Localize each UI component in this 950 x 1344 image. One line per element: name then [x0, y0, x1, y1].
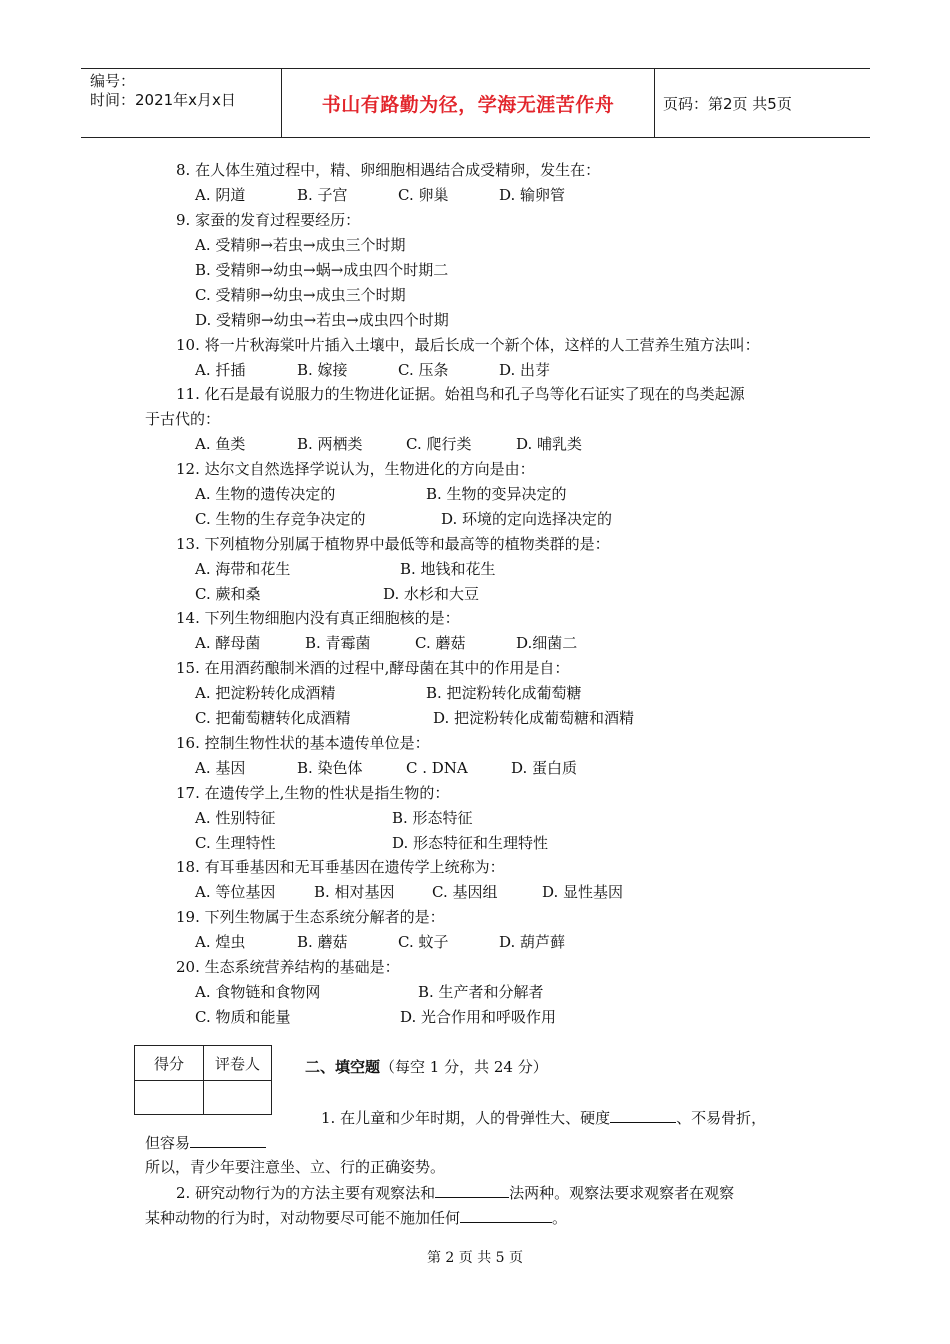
- header-page-label: 页码：第2页 共5页: [663, 94, 792, 113]
- option: A. 把淀粉转化成酒精: [195, 684, 336, 702]
- option: D. 环境的定向选择决定的: [441, 510, 613, 528]
- question-stem: 17. 在遗传学上,生物的性状是指生物的：: [176, 784, 450, 802]
- option: A. 煌虫: [195, 933, 246, 951]
- section-title: [305, 1056, 548, 1077]
- question-stem: 19. 下列生物属于生态系统分解者的是：: [176, 908, 445, 926]
- option: C. 蘑菇: [415, 634, 466, 652]
- option: A. 基因: [195, 759, 246, 777]
- fill-text: 1. 在儿童和少年时期，人的骨弹性大、硬度: [321, 1109, 611, 1127]
- score-table-blank-row: [135, 1080, 271, 1115]
- option: C. 生物的生存竞争决定的: [195, 510, 366, 528]
- section-title-note: （每空 1 分，共 24 分）: [380, 1058, 548, 1076]
- option: C. 爬行类: [406, 435, 472, 453]
- option: A. 扦插: [195, 361, 246, 379]
- fill-text: 。: [552, 1209, 568, 1227]
- fill-question-2: [176, 1182, 734, 1203]
- question-stem: 10. 将一片秋海棠叶片插入土壤中，最后长成一个新个体，这样的人工营养生殖方法叫：: [176, 336, 760, 354]
- option: D. 显性基因: [542, 883, 624, 901]
- option: D. 形态特征和生理特性: [392, 834, 549, 852]
- option: B. 两栖类: [297, 435, 363, 453]
- grader-label: 评卷人: [203, 1046, 271, 1080]
- score-table-header: [135, 1046, 271, 1080]
- option: A. 受精卵→若虫→成虫三个时期: [195, 236, 406, 254]
- option: B. 嫁接: [297, 361, 348, 379]
- option: A. 酵母菌: [195, 634, 261, 652]
- option: A. 等位基因: [195, 883, 276, 901]
- answer-blank: [435, 1182, 509, 1198]
- score-label: 得分: [153, 1054, 184, 1073]
- fill-question-1: [321, 1107, 766, 1128]
- option: D. 输卵管: [499, 186, 566, 204]
- question-stem-continued: 于古代的：: [145, 410, 221, 428]
- option: B. 地钱和花生: [400, 560, 496, 578]
- header-motto: 书山有路勤为径，学海无涯苦作舟: [282, 69, 655, 137]
- page-footer: 第 2 页 共 5 页: [426, 1250, 524, 1266]
- option: B. 形态特征: [392, 809, 473, 827]
- option: C. 蚊子: [398, 933, 449, 951]
- option: B. 把淀粉转化成葡萄糖: [426, 684, 582, 702]
- question-stem: 12. 达尔文自然选择学说认为，生物进化的方向是由：: [176, 460, 535, 478]
- option: C. 受精卵→幼虫→成虫三个时期: [195, 286, 406, 304]
- option: B. 染色体: [297, 759, 363, 777]
- question-stem: 18. 有耳垂基因和无耳垂基因在遗传学上统称为：: [176, 858, 505, 876]
- option: B. 生产者和分解者: [418, 983, 544, 1001]
- answer-blank: [460, 1207, 552, 1223]
- option: D. 水杉和大豆: [383, 585, 480, 603]
- option: C. 物质和能量: [195, 1008, 291, 1026]
- time-label: 时间：2021年x月x日: [90, 91, 236, 109]
- score-cell: [135, 1081, 203, 1115]
- option: D. 葫芦藓: [499, 933, 566, 951]
- option: D. 哺乳类: [516, 435, 583, 453]
- fill-question-1-end: 所以，青少年要注意坐、立、行的正确姿势。: [145, 1158, 446, 1176]
- option: B. 相对基因: [314, 883, 395, 901]
- fill-text: 某种动物的行为时，对动物要尽可能不施加任何: [145, 1209, 461, 1227]
- option: C. 把葡萄糖转化成酒精: [195, 709, 351, 727]
- option: A. 海带和花生: [195, 560, 291, 578]
- grader-cell: [203, 1081, 271, 1115]
- option: D. 受精卵→幼虫→若虫→成虫四个时期: [195, 311, 449, 329]
- option: D.细菌二: [516, 634, 578, 652]
- fill-text: 法两种。观察法要求观察者在观察: [509, 1184, 735, 1202]
- score-table: [134, 1045, 272, 1115]
- option: C. 压条: [398, 361, 449, 379]
- option: C. 卵巢: [398, 186, 449, 204]
- option: D. 把淀粉转化成葡萄糖和酒精: [433, 709, 635, 727]
- option: A. 鱼类: [195, 435, 246, 453]
- question-stem: 13. 下列植物分别属于植物界中最低等和最高等的植物类群的是：: [176, 535, 610, 553]
- question-stem: 15. 在用酒药酿制米酒的过程中,酵母菌在其中的作用是自：: [176, 659, 570, 677]
- header-meta: [81, 69, 282, 137]
- fill-text: 但容易: [145, 1134, 191, 1152]
- number-label: 编号：: [90, 72, 136, 90]
- option: A. 阴道: [195, 186, 246, 204]
- page-header: [81, 68, 870, 138]
- option: D. 光合作用和呼吸作用: [400, 1008, 557, 1026]
- fill-question-1-cont: [145, 1132, 266, 1153]
- option: D. 蛋白质: [511, 759, 578, 777]
- fill-text: 、不易骨折，: [676, 1109, 767, 1127]
- question-stem: 11. 化石是最有说服力的生物进化证据。始祖鸟和孔子鸟等化石证实了现在的鸟类起源: [176, 385, 745, 403]
- option: B. 生物的变异决定的: [426, 485, 567, 503]
- option: B. 受精卵→幼虫→蜗→成虫四个时期二: [195, 261, 449, 279]
- option: A. 生物的遗传决定的: [195, 485, 336, 503]
- option: A. 性别特征: [195, 809, 276, 827]
- question-stem: 14. 下列生物细胞内没有真正细胞核的是：: [176, 609, 460, 627]
- option: C. 基因组: [432, 883, 498, 901]
- question-stem: 16. 控制生物性状的基本遗传单位是：: [176, 734, 430, 752]
- answer-blank: [190, 1132, 266, 1148]
- question-stem: 20. 生态系统营养结构的基础是：: [176, 958, 400, 976]
- fill-text: 2. 研究动物行为的方法主要有观察法和: [176, 1184, 436, 1202]
- option: D. 出芽: [499, 361, 551, 379]
- question-stem: 9. 家蚕的发育过程要经历：: [176, 211, 361, 229]
- question-stem: 8. 在人体生殖过程中，精、卵细胞相遇结合成受精卵，发生在：: [176, 161, 601, 179]
- option: B. 子宫: [297, 186, 348, 204]
- option: C. 蕨和桑: [195, 585, 261, 603]
- option: A. 食物链和食物网: [195, 983, 321, 1001]
- option: C . DNA: [406, 759, 468, 777]
- fill-question-2-cont: [145, 1207, 567, 1228]
- option: B. 蘑菇: [297, 933, 348, 951]
- option: C. 生理特性: [195, 834, 276, 852]
- answer-blank: [610, 1107, 676, 1123]
- option: B. 青霉菌: [305, 634, 371, 652]
- section-title-text: 二、填空题: [305, 1058, 381, 1076]
